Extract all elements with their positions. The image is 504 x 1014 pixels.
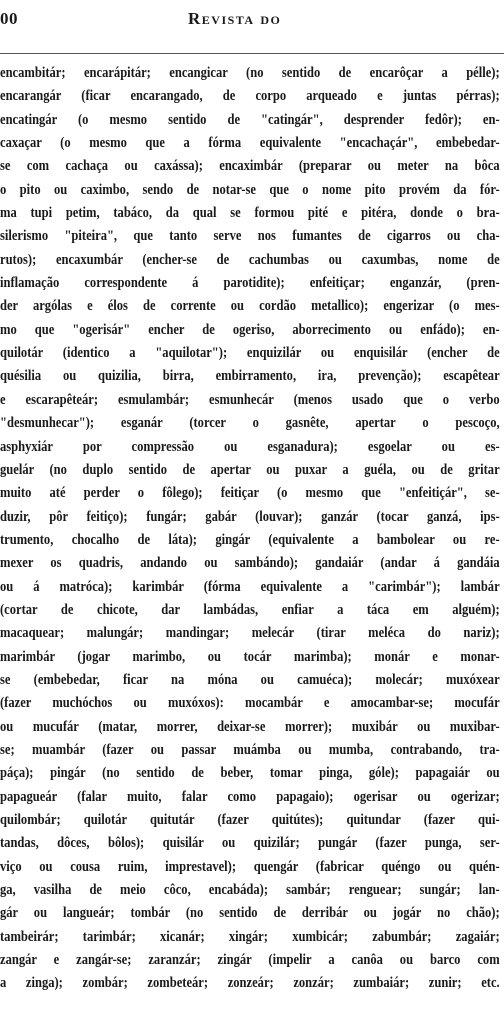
text-line: encarangár (ficar encarangado, de corpo arqueado e juntas pérras);: [0, 88, 500, 105]
text-line: páça); pingár (no sentido de beber, tomar pinga, góle); papagaiár ou: [0, 765, 500, 782]
text-line: quilotár (identico a "aquilotar"); enquizilár ou enquisilár (encher de: [0, 345, 500, 362]
text-line: ga, vasilha de meio côco, encabáda); sambár; renguear; sungár; lan-: [0, 882, 500, 899]
page-number: 00: [0, 9, 18, 28]
text-line: encatingár (o mesmo sentido de "catingár", desprender fedôr); en-: [0, 111, 500, 128]
text-line: e escarapêteár; esmulambár; esmunhecár (menos usado que o verbo: [0, 391, 500, 408]
text-line: mexer os quadris, andando ou sambándo); gandaiár (andar á gandáia: [0, 555, 500, 572]
text-line: trumento, chocalho de láta); gingár (equivalente a bambolear ou re-: [0, 531, 500, 548]
text-line: marimbár (jogar marimbo, ou tocár marimba); monár e monar-: [0, 648, 500, 665]
text-line: macaquear; malungár; mandingar; melecár (tirar meléca do nariz);: [0, 625, 500, 642]
text-line: (fazer muchóchos ou muxóxos): mocambár e amocambar-se; mocufár: [0, 695, 500, 712]
text-line: guelár (no duplo sentido de apertar ou puxar a guéla, ou de gritar: [0, 461, 500, 478]
text-line: duzir, pôr feitiço); fungár; gabár (louvar); ganzár (tocar ganzá, ips-: [0, 508, 500, 525]
text-line: encambitár; encarápitár; encangicar (no sentido de encarôçar a pélle);: [0, 65, 500, 81]
text-line: tandas, dôces, bôlos); quisilár ou quizilár; pungár (fazer punga, ser-: [0, 835, 500, 852]
text-line: se; muambár (fazer ou passar muámba ou mumba, contrabando, tra-: [0, 741, 500, 758]
text-line: "desmunhecar"); esganár (torcer o gasnête, apertar o pescoço,: [0, 415, 500, 432]
text-line: der argólas e élos de corrente ou cordão metallico); engerizar (o mes-: [0, 298, 500, 315]
journal-title: Revista do: [188, 9, 282, 28]
text-line: (cortar de chicote, dar lambádas, enfiar a táca em alguém);: [0, 601, 500, 618]
text-line: ou á matróca); karimbár (fórma equivalente a "carimbár"); lambár: [0, 578, 500, 595]
text-line: asphyxiár por compressão ou esganadura); esgoelar ou es-: [0, 438, 500, 455]
body-text: [0, 62, 500, 996]
text-line: inflamação correspondente á parotidite); enfeitiçar; enganzár, (pren-: [0, 275, 500, 292]
text-line: ma tupi petim, tabáco, da qual se formou pité e pitéra, donde o bra-: [0, 205, 500, 222]
text-line: caxaçar (o mesmo que a fórma equivalente "encachaçár", embebedar-: [0, 135, 500, 152]
text-line: silerismo "piteira", que tanto serve nos fumantes de cigarros ou cha-: [0, 228, 500, 245]
text-line: se com cachaça ou caxássa); encaximbár (preparar ou meter na bôca: [0, 158, 500, 175]
text-line: quilombár; quilotár quitutár (fazer quitútes); quitundar (fazer qui-: [0, 812, 500, 828]
text-line: se (embebedar, ficar na móna ou camuéca); molecár; muxóxear: [0, 671, 500, 688]
header-rule: [0, 53, 504, 54]
text-line: gár ou langueár; tombár (no sentido de derribár ou jogár no chão);: [0, 905, 500, 922]
text-line: mo que "ogerisár" encher de ogeriso, aborrecimento ou enfádo); en-: [0, 321, 500, 338]
text-line: rutos); encaxumbár (encher-se de cachumbas ou caxumbas, nome de: [0, 251, 500, 268]
text-line: quésilia ou quizilia, birra, embirramento, ira, prevenção); escapêtear: [0, 368, 500, 385]
text-line: ou mucufár (matar, morrer, deixar-se morrer); muxibár ou muxibar-: [0, 718, 500, 735]
running-head: [0, 9, 504, 39]
text-line: muito até perder o fôlego); feitiçar (o mesmo que "enfeitiçár", se-: [0, 485, 500, 502]
text-line: papagueár (falar muito, falar como papagaio); ogerisar ou ogerizar;: [0, 788, 500, 805]
text-line: tambeirár; tarimbár; xicanár; xingár; xumbicár; zabumbár; zagaiár;: [0, 928, 500, 945]
text-line: o pito ou caximbo, sendo de notar-se que o nome pito provém da fór-: [0, 181, 500, 198]
text-line: zangár e zangár-se; zaranzár; zingár (impelir a canôa ou barco com: [0, 952, 500, 969]
text-line: viço ou cousa ruim, imprestavel); quengár (fabricar quéngo ou quén-: [0, 858, 500, 875]
text-line: a zinga); zombár; zombeteár; zonzeár; zonzár; zumbaiár; zunir; etc.: [0, 975, 500, 992]
